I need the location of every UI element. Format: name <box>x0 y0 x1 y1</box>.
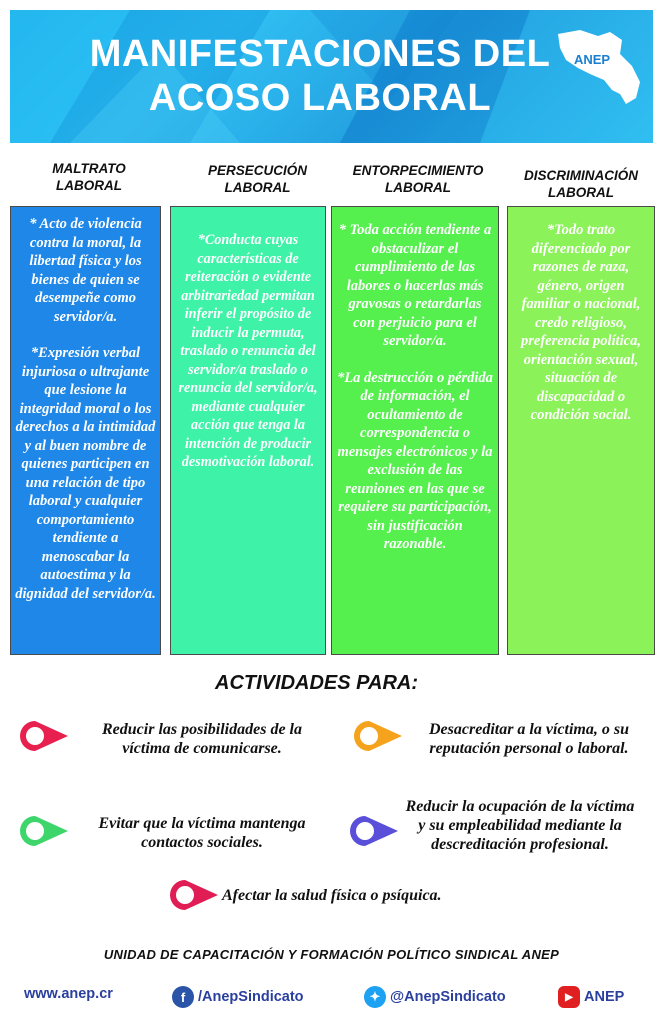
column-paragraph: *Expresión verbal injuriosa o ultrajante que lesione la integridad moral o los derechos a la intimidad y al buen nombre de quienes participen en una relación de tipo laboral y cualquier comportamiento tendiente a menoscabar la autoestima y la dignidad del servidor/a. <box>15 345 156 602</box>
activity-item-3 <box>72 814 332 852</box>
column-title-line1: MALTRATO <box>52 161 126 176</box>
activity-item-4 <box>378 797 662 854</box>
facebook-text[interactable]: /AnepSindicato <box>198 989 304 1005</box>
column-title-line2: LABORAL <box>56 178 122 193</box>
column-title-persecucion <box>180 162 335 196</box>
footer-organization: UNIDAD DE CAPACITACIÓN Y FORMACIÓN POLÍTICO SINDICAL ANEP <box>103 947 560 962</box>
facebook-icon: f <box>172 986 194 1008</box>
activities-title: ACTIVIDADES PARA: <box>215 672 418 694</box>
column-box-maltrato <box>10 206 161 655</box>
column-title-maltrato <box>18 160 160 194</box>
activity-line: Reducir la ocupación de la víctima <box>405 798 635 815</box>
youtube-link[interactable] <box>558 986 624 1008</box>
column-paragraph: * Toda acción tendiente a obstaculizar el cumplimiento de las labores o hacerlas más gravosas o retardarlas con perjuicio para el servidor/a. <box>338 222 492 349</box>
column-title-line2: LABORAL <box>385 180 451 195</box>
activity-item-2 <box>400 720 658 758</box>
activity-line: Evitar que la víctima mantenga <box>98 815 306 832</box>
column-title-line2: LABORAL <box>548 185 614 200</box>
column-title-entorpecimiento <box>338 162 498 196</box>
website-text[interactable]: www.anep.cr <box>24 986 113 1002</box>
activity-line: y su empleabilidad mediante la <box>418 817 622 834</box>
column-paragraph: *Todo trato diferenciado por razones de raza, género, origen familiar o nacional, credo religioso, preferencia política, orientación sexual, situación de discapacidad o condición social. <box>520 222 641 423</box>
column-title-line1: PERSECUCIÓN <box>207 163 307 178</box>
column-paragraph: * Acto de violencia contra la moral, la libertad física y los bienes de quien se desempeñe como servidor/a. <box>29 216 142 325</box>
youtube-text[interactable]: ANEP <box>584 989 625 1005</box>
column-title-line1: ENTORPECIMIENTO <box>352 163 484 178</box>
page-title <box>10 32 630 120</box>
facebook-link[interactable] <box>172 986 304 1008</box>
column-box-entorpecimiento <box>331 206 499 655</box>
twitter-link[interactable] <box>364 986 506 1008</box>
title-line-2: ACOSO LABORAL <box>148 77 492 119</box>
activity-item-5 <box>222 886 502 905</box>
column-paragraph: *Conducta cuyas características de reiteración o evidente arbitrariedad permitan inferir el propósito de inducir la permuta, traslado o renuncia del servidor/a traslado o renuncia del servidor/a, mediante cualquier acción que tenga la intención de producir desmotivación laboral. <box>178 232 318 470</box>
logo-text: ANEP <box>573 52 611 67</box>
twitter-icon: ✦ <box>364 986 386 1008</box>
activity-line: Desacreditar a la víctima, o su <box>429 721 629 738</box>
website-link[interactable] <box>24 986 113 1002</box>
anep-logo-icon <box>550 24 650 110</box>
activity-line: descreditación profesional. <box>431 836 609 853</box>
pin-icon <box>168 878 226 912</box>
column-title-line2: LABORAL <box>224 180 291 195</box>
activity-line: Afectar la salud física o psíquica. <box>222 887 442 904</box>
header-banner <box>10 10 653 143</box>
activity-line: víctima de comunicarse. <box>122 740 282 757</box>
column-title-discriminacion <box>506 167 656 201</box>
column-title-line1: DISCRIMINACIÓN <box>524 168 638 183</box>
youtube-icon: ▶ <box>558 986 580 1008</box>
activity-line: reputación personal o laboral. <box>429 740 629 757</box>
pin-icon <box>18 719 76 753</box>
activity-line: contactos sociales. <box>141 834 263 851</box>
pin-icon <box>18 814 76 848</box>
activity-line: Reducir las posibilidades de la <box>102 721 302 738</box>
title-line-1: MANIFESTACIONES DEL <box>89 33 551 75</box>
activity-item-1 <box>72 720 332 758</box>
column-box-discriminacion <box>507 206 655 655</box>
twitter-text[interactable]: @AnepSindicato <box>390 989 506 1005</box>
column-paragraph: *La destrucción o pérdida de información, el ocultamiento de correspondencia o mensajes electrónicos y la exclusión de las reuniones en las que se requiere su participación, sin justificación razonable. <box>337 369 493 552</box>
column-box-persecucion <box>170 206 326 655</box>
